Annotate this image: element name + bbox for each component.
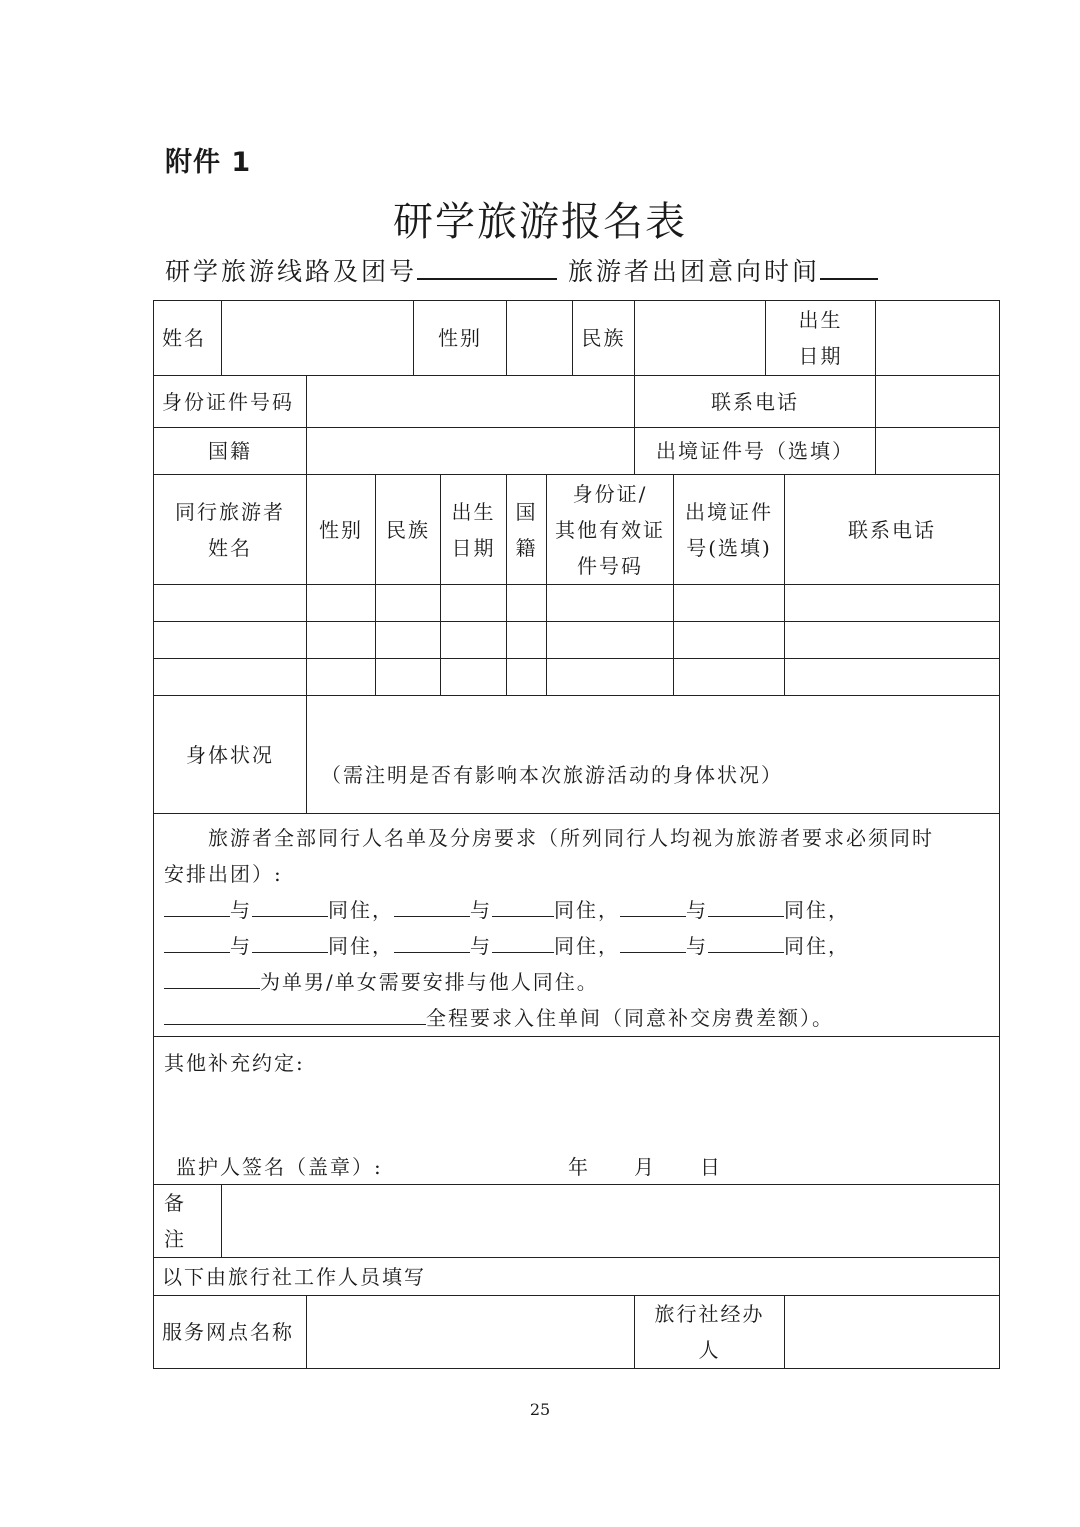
exit-doc-field[interactable] xyxy=(876,428,1000,475)
rooming-cell xyxy=(154,814,1000,1037)
companion-nationality-header-line1: 国 xyxy=(515,499,538,524)
single-blank[interactable] xyxy=(164,966,260,989)
other-label: 其他补充约定: xyxy=(164,1051,305,1075)
single-room-blank[interactable] xyxy=(164,1002,426,1025)
name-label: 姓名 xyxy=(154,301,222,376)
other-row xyxy=(154,1037,1000,1185)
route-blank[interactable] xyxy=(417,254,557,280)
rooming-intro-line2: 安排出团）: xyxy=(164,862,283,886)
companion-name-header xyxy=(154,475,307,585)
gender-field[interactable] xyxy=(507,301,573,376)
companion-birth-cell[interactable] xyxy=(441,622,507,659)
companion-header-row xyxy=(154,475,1000,585)
companion-ethnicity-cell[interactable] xyxy=(376,659,441,696)
companion-id-header xyxy=(547,475,674,585)
companion-nationality-cell[interactable] xyxy=(507,622,547,659)
companion-row xyxy=(154,622,1000,659)
name-field[interactable] xyxy=(222,301,414,376)
id-row xyxy=(154,376,1000,428)
companion-ethnicity-cell[interactable] xyxy=(376,585,441,622)
year-label: 年 xyxy=(568,1155,590,1179)
rooming-pairs-line1 xyxy=(164,892,989,928)
remarks-label-line2: 注 xyxy=(164,1227,186,1251)
personal-row xyxy=(154,301,1000,376)
companion-exit-cell[interactable] xyxy=(674,659,785,696)
service-outlet-field[interactable] xyxy=(307,1296,635,1369)
route-line xyxy=(165,252,878,288)
rooming-single-room-line xyxy=(164,1000,989,1036)
rooming-row xyxy=(154,814,1000,1037)
companion-gender-cell[interactable] xyxy=(307,659,376,696)
companion-id-header-line3: 件号码 xyxy=(577,553,644,578)
companion-nationality-cell[interactable] xyxy=(507,659,547,696)
handler-label xyxy=(635,1296,785,1369)
id-number-field[interactable] xyxy=(307,376,635,428)
together-text: 同住， xyxy=(554,934,620,958)
companion-row xyxy=(154,659,1000,696)
gender-label: 性别 xyxy=(414,301,507,376)
health-field[interactable] xyxy=(307,696,1000,814)
roommate-blank[interactable] xyxy=(252,930,328,953)
phone-label: 联系电话 xyxy=(635,376,876,428)
companion-ethnicity-header: 民族 xyxy=(376,475,441,585)
companion-birth-cell[interactable] xyxy=(441,659,507,696)
companion-exit-header-line2: 号(选填) xyxy=(686,535,772,560)
health-row xyxy=(154,696,1000,814)
ethnicity-label: 民族 xyxy=(573,301,635,376)
roommate-blank[interactable] xyxy=(492,894,554,917)
remarks-label xyxy=(154,1185,222,1258)
handler-field[interactable] xyxy=(785,1296,1000,1369)
single-text: 为单男/单女需要安排与他人同住。 xyxy=(260,970,599,994)
companion-ethnicity-cell[interactable] xyxy=(376,622,441,659)
together-text: 同住， xyxy=(784,934,850,958)
companion-phone-cell[interactable] xyxy=(785,659,1000,696)
roommate-blank[interactable] xyxy=(708,930,784,953)
companion-exit-header-line1: 出境证件 xyxy=(685,499,774,524)
companion-name-cell[interactable] xyxy=(154,659,307,696)
birthdate-label-line1: 出生 xyxy=(798,308,843,332)
remarks-row xyxy=(154,1185,1000,1258)
form-title: 研学旅游报名表 xyxy=(393,199,687,245)
birthdate-field[interactable] xyxy=(876,301,1000,376)
companion-nationality-cell[interactable] xyxy=(507,585,547,622)
together-text: 同住， xyxy=(554,898,620,922)
single-room-text: 全程要求入住单间（同意补交房费差额）。 xyxy=(426,1006,834,1030)
roommate-blank[interactable] xyxy=(164,930,230,953)
birthdate-label xyxy=(766,301,876,376)
with-text: 与 xyxy=(686,934,708,958)
companion-name-cell[interactable] xyxy=(154,585,307,622)
attachment-label: 附件 1 xyxy=(165,147,252,178)
companion-row xyxy=(154,585,1000,622)
together-text: 同住， xyxy=(784,898,850,922)
rooming-pairs-line2 xyxy=(164,928,989,964)
companion-birth-header-line1: 出生 xyxy=(451,499,496,524)
roommate-blank[interactable] xyxy=(620,894,686,917)
together-text: 同住， xyxy=(328,898,394,922)
service-row xyxy=(154,1296,1000,1369)
roommate-blank[interactable] xyxy=(252,894,328,917)
remarks-field[interactable] xyxy=(222,1185,1000,1258)
ethnicity-field[interactable] xyxy=(635,301,766,376)
day-label: 日 xyxy=(700,1155,722,1179)
companion-id-header-line1: 身份证/ xyxy=(572,481,648,506)
companion-birth-cell[interactable] xyxy=(441,585,507,622)
roommate-blank[interactable] xyxy=(164,894,230,917)
companion-exit-cell[interactable] xyxy=(674,585,785,622)
remarks-label-line1: 备 xyxy=(164,1191,186,1215)
roommate-blank[interactable] xyxy=(394,930,470,953)
with-text: 与 xyxy=(230,898,252,922)
companion-name-header-line1: 同行旅游者 xyxy=(175,499,285,524)
nationality-label: 国籍 xyxy=(154,428,307,475)
birthdate-label-line2: 日期 xyxy=(798,344,843,368)
companion-birth-header-line2: 日期 xyxy=(451,535,496,560)
rooming-intro-line1: 旅游者全部同行人名单及分房要求（所列同行人均视为旅游者要求必须同时 xyxy=(208,826,934,850)
companion-id-cell[interactable] xyxy=(547,622,674,659)
nationality-row xyxy=(154,428,1000,475)
companion-phone-header: 联系电话 xyxy=(785,475,1000,585)
companion-id-header-line2: 其他有效证 xyxy=(555,517,666,542)
companion-nationality-header xyxy=(507,475,547,585)
id-number-label: 身份证件号码 xyxy=(154,376,307,428)
companion-name-cell[interactable] xyxy=(154,622,307,659)
handler-label-line2: 人 xyxy=(698,1338,721,1362)
phone-field[interactable] xyxy=(876,376,1000,428)
companion-exit-header xyxy=(674,475,785,585)
roommate-blank[interactable] xyxy=(394,894,470,917)
companion-gender-header: 性别 xyxy=(307,475,376,585)
handler-label-line1: 旅行社经办 xyxy=(654,1302,765,1326)
companion-id-cell[interactable] xyxy=(547,585,674,622)
with-text: 与 xyxy=(686,898,708,922)
roommate-blank[interactable] xyxy=(708,894,784,917)
guardian-signature-label: 监护人签名（盖章）: xyxy=(176,1155,383,1179)
service-outlet-label: 服务网点名称 xyxy=(154,1296,307,1369)
agency-note-row xyxy=(154,1258,1000,1296)
time-label: 旅游者出团意向时间 xyxy=(567,257,820,286)
companion-birth-header xyxy=(441,475,507,585)
companion-gender-cell[interactable] xyxy=(307,622,376,659)
time-blank[interactable] xyxy=(820,254,878,280)
with-text: 与 xyxy=(470,934,492,958)
registration-table xyxy=(153,300,1000,1369)
roommate-blank[interactable] xyxy=(620,930,686,953)
with-text: 与 xyxy=(230,934,252,958)
other-cell[interactable] xyxy=(154,1037,1000,1185)
companion-exit-cell[interactable] xyxy=(674,622,785,659)
companion-phone-cell[interactable] xyxy=(785,585,1000,622)
route-label: 研学旅游线路及团号 xyxy=(165,257,418,286)
together-text: 同住， xyxy=(328,934,394,958)
page-number: 25 xyxy=(529,1400,551,1419)
health-note: （需注明是否有影响本次旅游活动的身体状况） xyxy=(321,762,783,787)
month-label: 月 xyxy=(634,1155,656,1179)
with-text: 与 xyxy=(470,898,492,922)
nationality-field[interactable] xyxy=(307,428,635,475)
companion-nationality-header-line2: 籍 xyxy=(515,535,538,560)
roommate-blank[interactable] xyxy=(492,930,554,953)
companion-phone-cell[interactable] xyxy=(785,622,1000,659)
companion-name-header-line2: 姓名 xyxy=(208,535,252,560)
companion-id-cell[interactable] xyxy=(547,659,674,696)
rooming-single-line xyxy=(164,964,989,1000)
exit-doc-label: 出境证件号（选填） xyxy=(635,428,876,475)
agency-fill-note: 以下由旅行社工作人员填写 xyxy=(154,1258,1000,1296)
health-label: 身体状况 xyxy=(154,696,307,814)
companion-gender-cell[interactable] xyxy=(307,585,376,622)
